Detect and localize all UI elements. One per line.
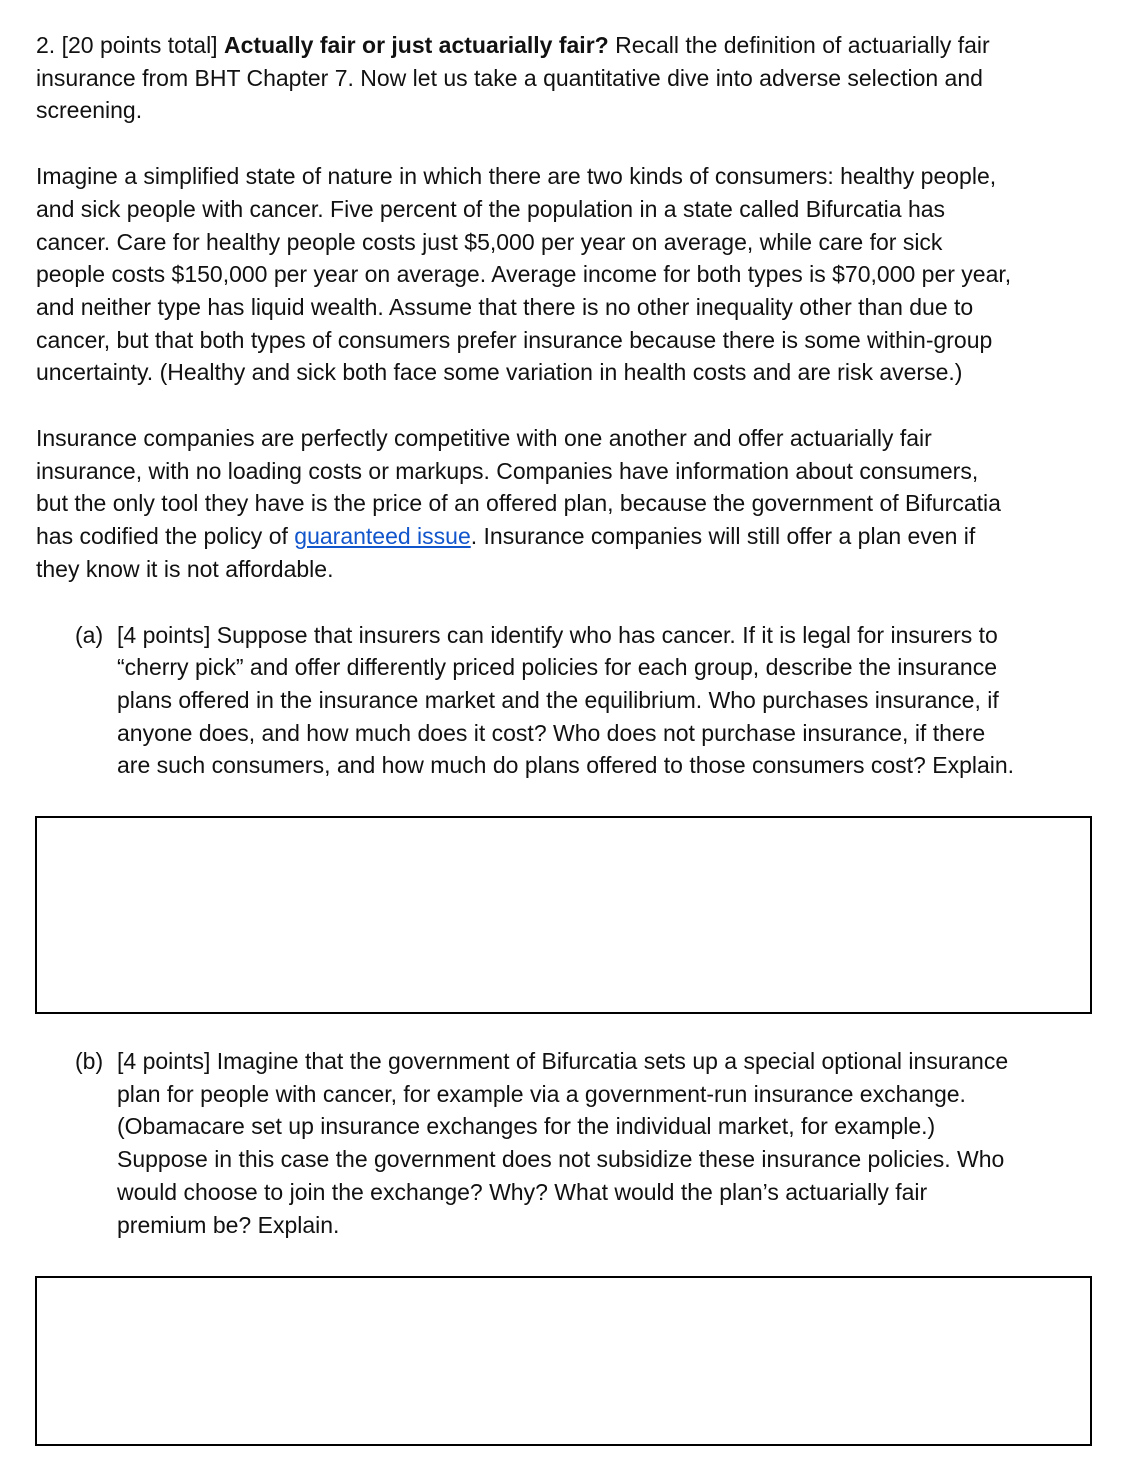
paragraph-line: cancer, but that both types of consumers prefer insurance because there is some within-group bbox=[36, 326, 993, 353]
paragraph-line: they know it is not affordable. bbox=[36, 555, 334, 582]
part-a-line: [4 points] Suppose that insurers can identify who has cancer. If it is legal for insurers to bbox=[117, 621, 998, 648]
part-b-text bbox=[117, 1045, 1090, 1241]
paragraph-line: cancer. Care for healthy people costs just $5,000 per year on average, while care for sick bbox=[36, 228, 943, 255]
part-b-line: [4 points] Imagine that the government of Bifurcatia sets up a special optional insurance bbox=[117, 1048, 1009, 1074]
question-title: Actually fair or just actuarially fair? bbox=[223, 32, 609, 58]
part-b-line: (Obamacare set up insurance exchanges for the individual market, for example.) bbox=[117, 1113, 936, 1140]
paragraph-line: and neither type has liquid wealth. Assume that there is no other inequality other than due to bbox=[36, 293, 974, 320]
part-b-line: Suppose in this case the government does not subsidize these insurance policies. Who bbox=[117, 1146, 1005, 1173]
part-b-answer-box[interactable] bbox=[35, 1276, 1092, 1446]
question-intro bbox=[36, 29, 1108, 127]
question-intro-line2: insurance from BHT Chapter 7. Now let us take a quantitative dive into adverse selection and bbox=[36, 64, 983, 91]
paragraph-line: has codified the policy of bbox=[36, 523, 288, 550]
part-a-text bbox=[117, 619, 1090, 783]
paragraph-line: people costs $150,000 per year on average. Average income for both types is $70,000 per year, bbox=[36, 261, 1012, 288]
part-a-label: (a) bbox=[75, 621, 104, 648]
question-number: 2. bbox=[36, 32, 56, 58]
part-a-line: “cherry pick” and offer differently priced policies for each group, describe the insurance bbox=[117, 654, 997, 681]
paragraph-line: Insurance companies are perfectly competitive with one another and offer actuarially fair bbox=[36, 425, 932, 452]
question-intro-line1: Recall the definition of actuarially fair bbox=[615, 32, 990, 58]
paragraph-line: but the only tool they have is the price of an offered plan, because the government of Bifurcatia bbox=[36, 490, 1001, 517]
paragraph-line: . Insurance companies will still offer a plan even if bbox=[470, 523, 976, 550]
part-a-question bbox=[36, 619, 1090, 783]
question-points: [20 points total] bbox=[61, 32, 218, 58]
part-b-line: premium be? Explain. bbox=[117, 1211, 340, 1238]
insurance-paragraph bbox=[36, 422, 1108, 586]
paragraph-line: uncertainty. (Healthy and sick both face some variation in health costs and are risk averse.) bbox=[36, 359, 963, 386]
part-b-label: (b) bbox=[75, 1048, 104, 1074]
paragraph-line: and sick people with cancer. Five percent of the population in a state called Bifurcatia has bbox=[36, 195, 946, 222]
part-a-line: are such consumers, and how much do plans offered to those consumers cost? Explain. bbox=[117, 752, 1015, 779]
question-2 bbox=[36, 29, 1108, 782]
part-a-answer-box[interactable] bbox=[35, 816, 1092, 1014]
paragraph-line: Imagine a simplified state of nature in which there are two kinds of consumers: healthy people, bbox=[36, 163, 997, 190]
question-intro-line3: screening. bbox=[36, 97, 143, 124]
part-b-line: plan for people with cancer, for example via a government-run insurance exchange. bbox=[117, 1080, 966, 1107]
part-a-line: plans offered in the insurance market and the equilibrium. Who purchases insurance, if bbox=[117, 686, 999, 713]
scenario-paragraph bbox=[36, 160, 1108, 389]
part-b-line: would choose to join the exchange? Why? What would the plan’s actuarially fair bbox=[117, 1178, 928, 1205]
guaranteed-issue-link[interactable]: guaranteed issue bbox=[294, 523, 471, 550]
part-b-question bbox=[36, 1045, 1090, 1241]
paragraph-line: insurance, with no loading costs or markups. Companies have information about consumers, bbox=[36, 457, 979, 484]
part-a-line: anyone does, and how much does it cost? Who does not purchase insurance, if there bbox=[117, 719, 986, 746]
